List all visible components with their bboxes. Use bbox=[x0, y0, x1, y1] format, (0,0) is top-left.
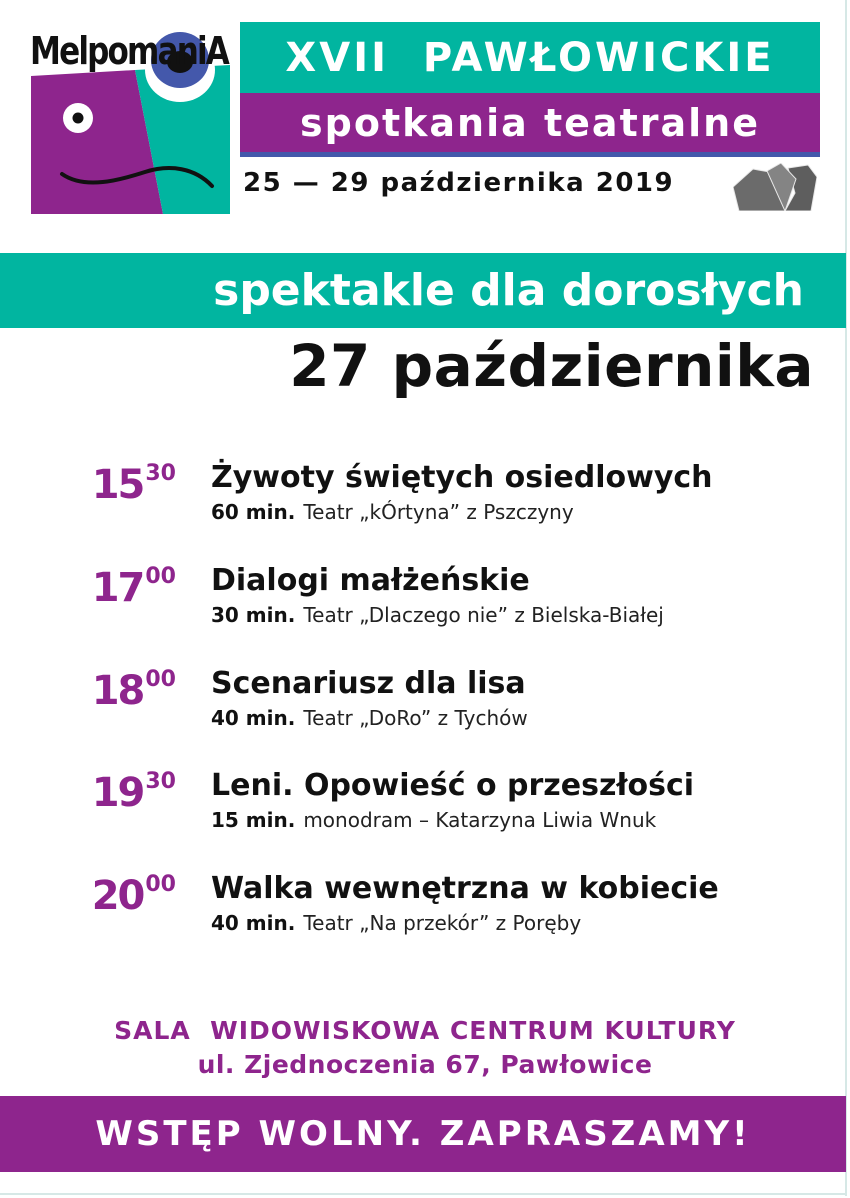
svg-text:MelpomaniA: MelpomaniA bbox=[30, 29, 230, 73]
stones-icon bbox=[733, 163, 817, 211]
category-label: spektakle dla dorosłych bbox=[213, 265, 804, 316]
event-company: Teatr „DoRo” z Tychów bbox=[303, 706, 528, 730]
event-duration: 40 min. bbox=[211, 911, 296, 935]
schedule-item bbox=[0, 563, 850, 643]
event-title: Scenariusz dla lisa bbox=[211, 666, 526, 701]
event-title: Żywoty świętych osiedlowych bbox=[211, 460, 713, 495]
footer-invitation: WSTĘP WOLNY. ZAPRASZAMY! bbox=[95, 1114, 751, 1154]
footer-banner bbox=[0, 1096, 846, 1172]
melpomania-face-icon bbox=[30, 20, 230, 215]
event-details bbox=[211, 808, 656, 832]
event-day-title: 27 października bbox=[289, 332, 814, 400]
schedule-item bbox=[0, 768, 850, 848]
header-divider bbox=[240, 152, 820, 157]
festival-edition-text: XVII PAWŁOWICKIE bbox=[285, 34, 775, 81]
festival-dates: 25 — 29 października 2019 bbox=[243, 168, 675, 198]
event-details bbox=[211, 706, 528, 730]
event-details bbox=[211, 603, 664, 627]
venue-name: SALA WIDOWISKOWA CENTRUM KULTURY bbox=[114, 1016, 736, 1045]
event-company: monodram – Katarzyna Liwia Wnuk bbox=[303, 808, 657, 832]
festival-subtitle-banner bbox=[240, 93, 820, 152]
page-border-bottom bbox=[0, 1193, 847, 1195]
event-title: Dialogi małżeńskie bbox=[211, 563, 530, 598]
event-duration: 15 min. bbox=[211, 808, 296, 832]
schedule-item bbox=[0, 460, 850, 540]
melpomania-logo bbox=[30, 20, 230, 215]
event-title: Walka wewnętrzna w kobiecie bbox=[211, 871, 719, 906]
event-time: $18^{00}$ bbox=[91, 667, 176, 714]
event-title: Leni. Opowieść o przeszłości bbox=[211, 768, 695, 803]
event-company: Teatr „Na przekór” z Poręby bbox=[303, 911, 582, 935]
event-time: $17^{00}$ bbox=[91, 564, 176, 611]
venue-address: ul. Zjednoczenia 67, Pawłowice bbox=[197, 1050, 653, 1079]
event-time: $19^{30}$ bbox=[91, 769, 176, 816]
festival-subtitle-text: spotkania teatralne bbox=[300, 100, 760, 145]
event-details bbox=[211, 500, 574, 524]
schedule-item bbox=[0, 871, 850, 951]
event-company: Teatr „kÓrtyna” z Pszczyny bbox=[303, 500, 574, 524]
schedule-item bbox=[0, 666, 850, 746]
event-company: Teatr „Dlaczego nie” z Bielska-Białej bbox=[303, 603, 664, 627]
event-time: $15^{30}$ bbox=[91, 461, 176, 508]
event-duration: 40 min. bbox=[211, 706, 296, 730]
event-time: $20^{00}$ bbox=[91, 872, 176, 919]
category-banner bbox=[0, 253, 846, 328]
event-duration: 30 min. bbox=[211, 603, 296, 627]
festival-edition-banner bbox=[240, 22, 820, 93]
event-details bbox=[211, 911, 581, 935]
event-duration: 60 min. bbox=[211, 500, 296, 524]
